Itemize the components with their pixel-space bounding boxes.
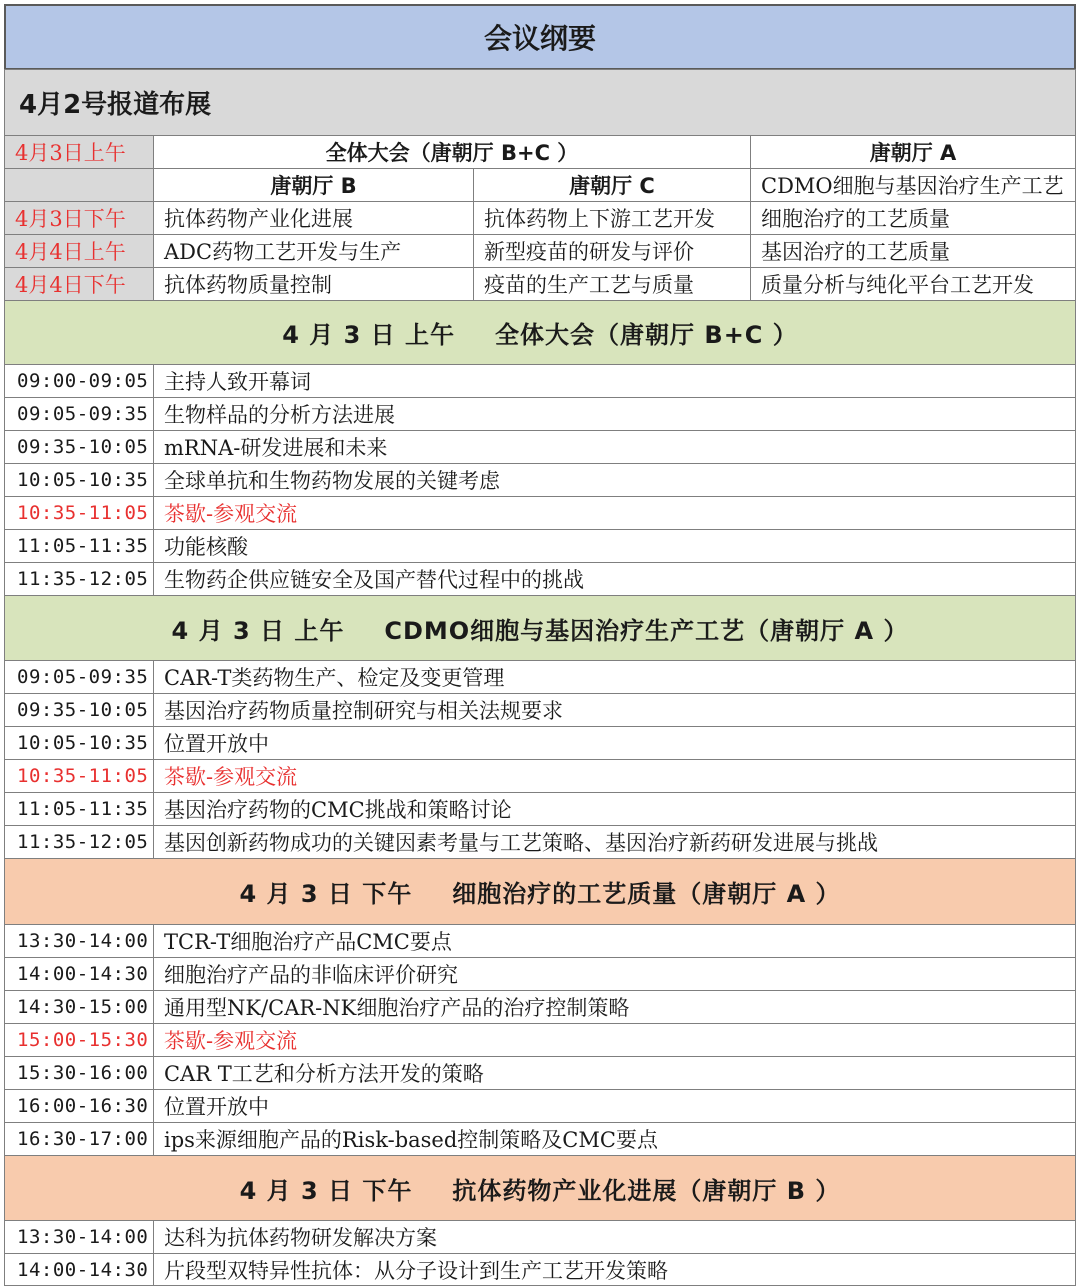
overview-hall-b-header: 唐朝厅 B — [153, 168, 474, 202]
schedule-time: 09:35-10:05 — [4, 430, 154, 464]
overview-hall-a-topic: CDMO细胞与基因治疗生产工艺 — [750, 168, 1076, 202]
agenda-title: 会议纲要 — [4, 4, 1076, 70]
session-header — [4, 300, 1076, 365]
schedule-topic: CAR-T类药物生产、检定及变更管理 — [153, 660, 1076, 694]
schedule-time: 10:05-10:35 — [4, 463, 154, 497]
schedule-time: 14:00-14:30 — [4, 1253, 154, 1286]
overview-empty-cell — [4, 168, 154, 202]
schedule-time: 10:05-10:35 — [4, 726, 154, 760]
schedule-topic: 通用型NK/CAR-NK细胞治疗产品的治疗控制策略 — [153, 990, 1076, 1024]
session-header — [4, 1155, 1076, 1221]
schedule-topic: 基因创新药物成功的关键因素考量与工艺策略、基因治疗新药研发进展与挑战 — [153, 825, 1076, 859]
overview-row-hall-b: 抗体药物质量控制 — [153, 267, 474, 301]
overview-time-label: 4月3日上午 — [4, 135, 154, 169]
schedule-time: 14:30-15:00 — [4, 990, 154, 1024]
schedule-topic: 基因治疗药物质量控制研究与相关法规要求 — [153, 693, 1076, 727]
schedule-time-break: 10:35-11:05 — [4, 496, 154, 530]
overview-row-hall-a: 基因治疗的工艺质量 — [750, 234, 1076, 268]
schedule-topic: 位置开放中 — [153, 1089, 1076, 1123]
overview-hall-a-header: 唐朝厅 A — [750, 135, 1076, 169]
schedule-time: 11:05-11:35 — [4, 792, 154, 826]
session-day: 4 月 3 日 上午 — [171, 616, 345, 645]
schedule-time: 14:00-14:30 — [4, 957, 154, 991]
overview-hall-c-header: 唐朝厅 C — [473, 168, 751, 202]
schedule-time: 16:30-17:00 — [4, 1122, 154, 1156]
overview-row-hall-a: 细胞治疗的工艺质量 — [750, 201, 1076, 235]
overview-row-hall-b: 抗体药物产业化进展 — [153, 201, 474, 235]
schedule-topic: 全球单抗和生物药物发展的关键考虑 — [153, 463, 1076, 497]
schedule-topic-break: 茶歇-参观交流 — [153, 1023, 1076, 1057]
schedule-topic: 位置开放中 — [153, 726, 1076, 760]
overview-row-time: 4月4日上午 — [4, 234, 154, 268]
schedule-topic: 细胞治疗产品的非临床评价研究 — [153, 957, 1076, 991]
schedule-topic: 功能核酸 — [153, 529, 1076, 563]
schedule-time-break: 10:35-11:05 — [4, 759, 154, 793]
overview-row-time: 4月3日下午 — [4, 201, 154, 235]
schedule-time: 13:30-14:00 — [4, 924, 154, 958]
session-day: 4 月 3 日 上午 — [282, 321, 456, 349]
overview-row-hall-b: ADC药物工艺开发与生产 — [153, 234, 474, 268]
session-day: 4 月 3 日 下午 — [239, 1176, 413, 1205]
schedule-topic: 基因治疗药物的CMC挑战和策略讨论 — [153, 792, 1076, 826]
schedule-time: 11:35-12:05 — [4, 825, 154, 859]
overview-row-hall-c: 抗体药物上下游工艺开发 — [473, 201, 751, 235]
session-name: CDMO细胞与基因治疗生产工艺（唐朝厅 A ） — [384, 616, 909, 645]
schedule-time: 09:00-09:05 — [4, 364, 154, 398]
schedule-time: 11:05-11:35 — [4, 529, 154, 563]
schedule-time: 16:00-16:30 — [4, 1089, 154, 1123]
session-day: 4 月 3 日 下午 — [239, 880, 413, 908]
schedule-topic: 生物样品的分析方法进展 — [153, 397, 1076, 431]
overview-plenary-header: 全体大会（唐朝厅 B+C ） — [153, 135, 751, 169]
schedule-topic-break: 茶歇-参观交流 — [153, 759, 1076, 793]
schedule-topic: 主持人致开幕词 — [153, 364, 1076, 398]
schedule-topic: 生物药企供应链安全及国产替代过程中的挑战 — [153, 562, 1076, 596]
schedule-time: 11:35-12:05 — [4, 562, 154, 596]
session-name: 细胞治疗的工艺质量（唐朝厅 A ） — [452, 880, 841, 908]
schedule-topic: 达科为抗体药物研发解决方案 — [153, 1220, 1076, 1254]
schedule-time: 09:05-09:35 — [4, 660, 154, 694]
schedule-topic: CAR T工艺和分析方法开发的策略 — [153, 1056, 1076, 1090]
session-name: 全体大会（唐朝厅 B+C ） — [495, 321, 798, 349]
schedule-time: 15:30-16:00 — [4, 1056, 154, 1090]
schedule-topic: TCR-T细胞治疗产品CMC要点 — [153, 924, 1076, 958]
session-header — [4, 595, 1076, 661]
schedule-topic: mRNA-研发进展和未来 — [153, 430, 1076, 464]
overview-row-hall-a: 质量分析与纯化平台工艺开发 — [750, 267, 1076, 301]
schedule-topic-break: 茶歇-参观交流 — [153, 496, 1076, 530]
overview-row-time: 4月4日下午 — [4, 267, 154, 301]
overview-row-hall-c: 疫苗的生产工艺与质量 — [473, 267, 751, 301]
session-header — [4, 858, 1076, 925]
registration-note: 4月2号报道布展 — [4, 69, 1076, 136]
schedule-time: 13:30-14:00 — [4, 1220, 154, 1254]
schedule-topic: ips来源细胞产品的Risk-based控制策略及CMC要点 — [153, 1122, 1076, 1156]
schedule-time-break: 15:00-15:30 — [4, 1023, 154, 1057]
overview-row-hall-c: 新型疫苗的研发与评价 — [473, 234, 751, 268]
schedule-time: 09:35-10:05 — [4, 693, 154, 727]
schedule-topic: 片段型双特异性抗体：从分子设计到生产工艺开发策略 — [153, 1253, 1076, 1286]
schedule-time: 09:05-09:35 — [4, 397, 154, 431]
session-name: 抗体药物产业化进展（唐朝厅 B ） — [452, 1176, 841, 1205]
